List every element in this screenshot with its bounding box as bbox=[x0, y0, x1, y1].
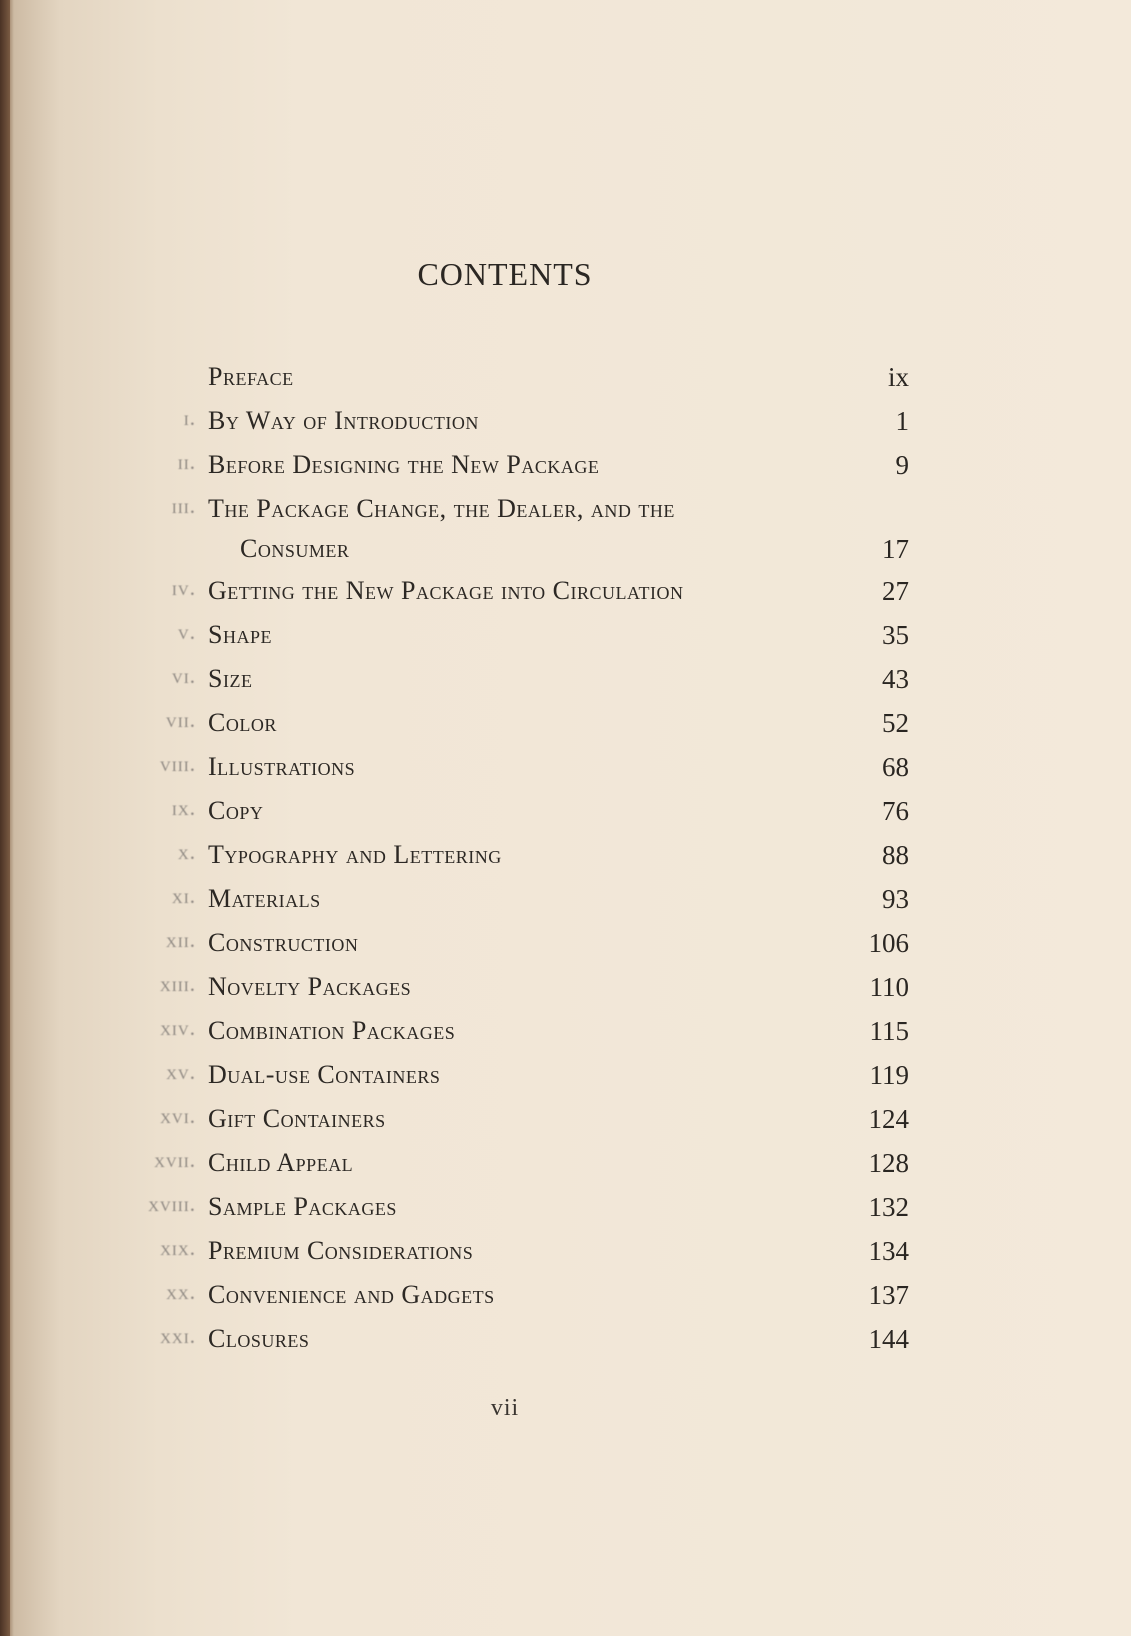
page-folio: vii bbox=[490, 1395, 520, 1421]
chapter-title: Sample Packages bbox=[208, 1192, 397, 1221]
toc-entry bbox=[0, 708, 1131, 752]
page-number: 110 bbox=[869, 972, 909, 1002]
chapter-title: Preface bbox=[208, 362, 294, 391]
chapter-number: xx. bbox=[166, 1280, 196, 1304]
chapter-title: Copy bbox=[208, 796, 264, 825]
chapter-number: xviii. bbox=[148, 1192, 196, 1216]
page-number: 137 bbox=[868, 1280, 909, 1310]
page-number: 106 bbox=[868, 928, 909, 958]
toc-entry bbox=[0, 1236, 1131, 1280]
toc-entry bbox=[0, 406, 1131, 450]
chapter-number: viii. bbox=[159, 752, 196, 776]
chapter-number: ii. bbox=[177, 450, 196, 474]
chapter-number: xv. bbox=[166, 1060, 196, 1084]
chapter-number: xvii. bbox=[154, 1148, 196, 1172]
chapter-title-continued: Consumer bbox=[240, 534, 350, 563]
page-number: ix bbox=[887, 362, 909, 392]
chapter-number: ix. bbox=[171, 796, 196, 820]
chapter-title: Typography and Lettering bbox=[208, 840, 502, 869]
toc-entry bbox=[0, 362, 1131, 406]
chapter-number: v. bbox=[177, 620, 196, 644]
toc-entry bbox=[0, 1280, 1131, 1324]
toc-entry bbox=[0, 972, 1131, 1016]
chapter-number: xxi. bbox=[160, 1324, 196, 1348]
toc-entry bbox=[0, 928, 1131, 972]
chapter-number: iii. bbox=[171, 494, 196, 518]
page-number: 144 bbox=[868, 1324, 909, 1354]
toc-entry bbox=[0, 1060, 1131, 1104]
chapter-title: Dual-use Containers bbox=[208, 1060, 441, 1089]
page-number: 119 bbox=[869, 1060, 909, 1090]
page-number: 93 bbox=[882, 884, 909, 914]
chapter-title: Child Appeal bbox=[208, 1148, 354, 1177]
page-number: 68 bbox=[882, 752, 909, 782]
chapter-number: xix. bbox=[160, 1236, 196, 1260]
toc-entry bbox=[0, 620, 1131, 664]
chapter-title: Closures bbox=[208, 1324, 310, 1353]
chapter-title: Getting the New Package into Circulation bbox=[208, 576, 684, 605]
page-number: 88 bbox=[882, 840, 909, 870]
chapter-title: Combination Packages bbox=[208, 1016, 456, 1045]
toc-entry bbox=[0, 664, 1131, 708]
toc-entry bbox=[0, 1148, 1131, 1192]
toc-entry bbox=[0, 884, 1131, 928]
chapter-number: x. bbox=[177, 840, 196, 864]
toc-entry bbox=[0, 1104, 1131, 1148]
page-number: 115 bbox=[869, 1016, 909, 1046]
page-number: 76 bbox=[882, 796, 909, 826]
chapter-title: Shape bbox=[208, 620, 272, 649]
page-title: CONTENTS bbox=[417, 256, 593, 292]
page-number: 128 bbox=[868, 1148, 909, 1178]
chapter-number: vi. bbox=[171, 664, 196, 688]
chapter-title: Illustrations bbox=[208, 752, 356, 781]
page-number: 35 bbox=[882, 620, 909, 650]
page-number: 17 bbox=[882, 534, 909, 564]
chapter-number: vii. bbox=[165, 708, 196, 732]
toc-entry bbox=[0, 796, 1131, 840]
toc-entry bbox=[0, 1192, 1131, 1236]
chapter-title: Novelty Packages bbox=[208, 972, 412, 1001]
toc-entry bbox=[0, 1016, 1131, 1060]
chapter-number: xiii. bbox=[159, 972, 196, 996]
chapter-number: xii. bbox=[165, 928, 196, 952]
chapter-title: Size bbox=[208, 664, 253, 693]
page-number: 43 bbox=[882, 664, 909, 694]
page-number: 1 bbox=[895, 406, 909, 436]
page-number: 9 bbox=[895, 450, 909, 480]
toc-entry bbox=[0, 1324, 1131, 1368]
chapter-title: By Way of Introduction bbox=[208, 406, 479, 435]
chapter-title: Convenience and Gadgets bbox=[208, 1280, 495, 1309]
chapter-number: xvi. bbox=[160, 1104, 196, 1128]
page-number: 134 bbox=[868, 1236, 909, 1266]
toc-entry bbox=[0, 752, 1131, 796]
chapter-title: Materials bbox=[208, 884, 321, 913]
toc-entry bbox=[0, 576, 1131, 620]
chapter-title: Before Designing the New Package bbox=[208, 450, 600, 479]
chapter-number: xiv. bbox=[160, 1016, 196, 1040]
toc-entry bbox=[0, 450, 1131, 494]
chapter-title: The Package Change, the Dealer, and the bbox=[208, 494, 675, 523]
chapter-number: i. bbox=[183, 406, 196, 430]
chapter-title: Premium Considerations bbox=[208, 1236, 474, 1265]
page-number: 132 bbox=[868, 1192, 909, 1222]
toc-entry bbox=[0, 494, 1131, 564]
chapter-number: iv. bbox=[171, 576, 196, 600]
page-number: 124 bbox=[868, 1104, 909, 1134]
page-number: 27 bbox=[882, 576, 909, 606]
toc-entry bbox=[0, 840, 1131, 884]
page-number: 52 bbox=[882, 708, 909, 738]
chapter-title: Gift Containers bbox=[208, 1104, 386, 1133]
chapter-title: Construction bbox=[208, 928, 359, 957]
chapter-title: Color bbox=[208, 708, 277, 737]
chapter-number: xi. bbox=[171, 884, 196, 908]
